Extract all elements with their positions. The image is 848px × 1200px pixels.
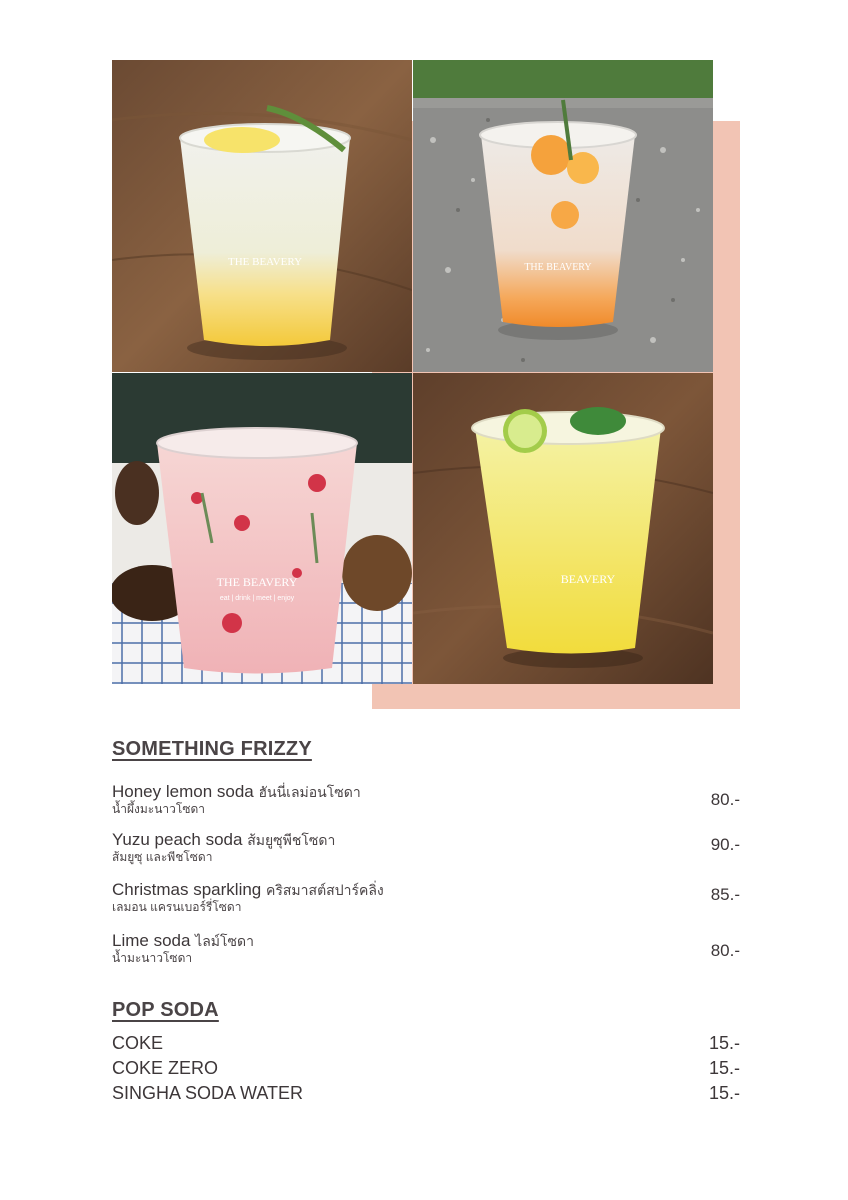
item-name-en: Honey lemon soda xyxy=(112,782,254,801)
item-description: น้ำมะนาวโซดา xyxy=(112,951,193,965)
cup-tagline-text: eat | drink | meet | enjoy xyxy=(219,595,295,602)
list-item xyxy=(112,1083,740,1107)
lime-soda-photo xyxy=(413,373,713,684)
item-name: COKE ZERO xyxy=(112,1058,219,1078)
menu-item xyxy=(112,931,740,966)
yuzu-peach-soda-photo xyxy=(413,60,713,372)
item-price: 85.- xyxy=(710,885,740,904)
section-title-pop-soda: POP SODA xyxy=(112,999,219,1021)
item-price: 15.- xyxy=(708,1058,740,1078)
item-name-th: ไลม์โซดา xyxy=(195,933,254,949)
item-name-th: คริสมาสต์สปาร์คลิ่ง xyxy=(266,882,384,898)
menu-item xyxy=(112,782,740,817)
item-name xyxy=(112,931,740,951)
item-name-th: ส้มยูซุพีชโซดา xyxy=(247,832,336,848)
cup-logo-text: THE BEAVERY xyxy=(524,262,592,273)
menu-item xyxy=(112,830,740,865)
section-title-something-frizzy: SOMETHING FRIZZY xyxy=(112,738,312,760)
item-name-en: Yuzu peach soda xyxy=(112,830,243,849)
item-name: SINGHA SODA WATER xyxy=(112,1083,304,1103)
item-price: 15.- xyxy=(708,1083,740,1103)
cup-logo-text: THE BEAVERY xyxy=(227,256,303,268)
item-name-en: Lime soda xyxy=(112,931,191,950)
christmas-sparkling-photo xyxy=(112,373,412,684)
cup-logo-text: THE BEAVERY xyxy=(216,575,298,589)
menu-item xyxy=(112,880,740,915)
list-item xyxy=(112,1058,740,1082)
item-description: น้ำผึ้งมะนาวโซดา xyxy=(112,802,205,816)
item-price: 80.- xyxy=(710,790,740,809)
item-price: 80.- xyxy=(710,941,740,960)
item-description: ส้มยูซุ และพีชโซดา xyxy=(112,850,213,864)
item-price: 90.- xyxy=(710,835,740,854)
item-name xyxy=(112,782,740,802)
list-item xyxy=(112,1033,740,1057)
item-description: เลมอน แครนเบอร์รี่โซดา xyxy=(112,900,242,914)
item-name-en: Christmas sparkling xyxy=(112,880,262,899)
item-name xyxy=(112,830,740,850)
item-name: COKE xyxy=(112,1033,164,1053)
item-name-th: ฮันนี่เลม่อนโซดา xyxy=(258,784,361,800)
item-name xyxy=(112,880,740,900)
item-price: 15.- xyxy=(708,1033,740,1053)
honey-lemon-soda-photo xyxy=(112,60,412,372)
cup-logo-text: BEAVERY xyxy=(560,572,616,586)
